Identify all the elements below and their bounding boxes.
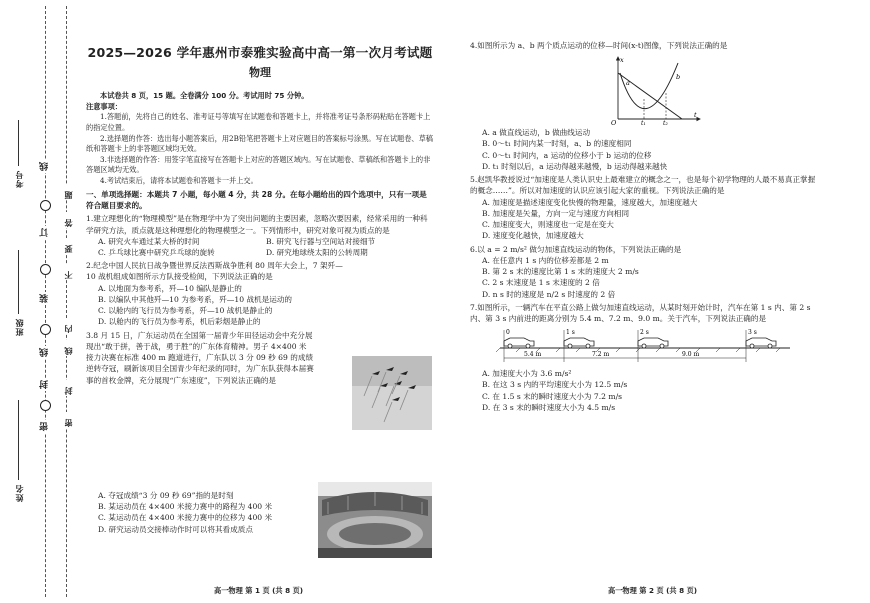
section-heading: 一、单项选择题：本题共 7 小题，每小题 4 分，共 28 分。在每小题给出的四个选项中，只有一项是符合题目要求的。 [86,189,427,211]
class-label: 班级 [15,318,24,336]
curve-b-label: b [676,73,681,82]
question-1-options [86,236,434,258]
option: B. 以编队中其他歼—10 为参考系，歼—10 战机是运动的 [98,294,293,304]
notes-heading: 注意事项： [86,101,122,111]
car-icon [564,338,594,348]
option: B. 0～t₁ 时间内某一时刻，a、b 的速度相同 [482,139,632,149]
origin-label: O [611,119,617,126]
note-item: 2.选择题的作答：选出每小题答案后，用2B铅笔把答题卡上对应题目的答案标号涂黑。写在试题卷、草稿纸和答题卡上的非答题区域均无效。 [86,133,433,154]
page-2 [470,40,818,413]
question-3-options [98,490,326,535]
inner-word: 内 [64,319,73,333]
time-label-0: 0 [506,329,510,337]
option: D. 以舱内的飞行员为参考系，机后彩烟是静止的 [98,317,261,327]
question-2-stem: 2.纪念中国人民抗日战争暨世界反法西斯战争胜利 80 周年大会上，7 架歼—10 战机组成如图所示方队接受检阅，下列说法正确的是 [86,261,343,282]
option: B. 研究飞行器与空间站对接细节 [266,236,376,246]
time-label-3: 3 s [748,329,757,337]
stadium-photo [318,482,432,558]
exam-no-line [18,120,19,166]
option: A. 在任意内 1 s 内的位移差都是 2 m [482,255,609,265]
option: C. 在 1.5 s 末的瞬时速度大小为 7.2 m/s [482,391,623,401]
inner-word: 要 [64,239,73,253]
question-5-stem: 5.赵凯华教授说过“加速度是人类认识史上最难建立的概念之一，也是每个初学物理的人最不易真正掌握的概念……”。所以对加速度的认识应该引起大家的重视。下列说法正确的是 [470,175,816,196]
t2-label: t₂ [663,120,668,126]
seal-word: 线 [39,346,52,359]
car-distance-diagram [494,326,794,366]
seal-word: 封 [39,378,52,391]
option: A. 加速度大小为 3.6 m/s² [482,369,572,379]
option: D. 研究运动员交接棒动作时可以将其看成质点 [98,524,253,534]
binding-margin [0,0,73,603]
y-axis-label: x [620,56,624,65]
inner-word: 密 [64,413,73,427]
option: D. n s 时的速度是 n/2 s 时速度的 2 倍 [482,289,616,299]
seal-word: 订 [39,226,52,239]
option: A. 加速度是描述速度变化快慢的物理量，速度越大，加速度越大 [482,197,698,207]
jet-formation-photo [352,356,432,430]
note-item: 3.非选择题的作答：用签字笔直接写在答题卡上对应的答题区域内。写在试题卷、草稿纸和答题卡上的非答题区域均无效。 [86,154,431,175]
option: C. 乒乓球比赛中研究乒乓球的旋转 [98,247,215,257]
option: A. 以地面为参考系，歼—10 编队是静止的 [98,283,242,293]
hole-circle [40,264,51,275]
note-item: 1.答题前，先将自己的姓名、准考证号等填写在试题卷和答题卡上，并将准考证号条形码粘贴在答题卡上的指定位置。 [86,112,431,132]
exam-intro: 本试卷共 8 页，15 题。全卷满分 100 分。考试用时 75 分钟。 [100,90,309,100]
option: A. 研究火车通过某大桥的时间 [98,236,200,246]
seal-word: 装 [39,292,52,305]
hole-circle [40,200,51,211]
name-label: 姓名 [15,484,24,502]
option: B. 某运动员在 4×400 米接力赛中的路程为 400 米 [98,502,273,512]
page-1 [86,0,434,386]
option: B. 加速度是矢量，方向一定与速度方向相同 [482,208,630,218]
distance-label-1: 5.4 m [524,351,542,359]
question-4-stem: 4.如图所示为 a、b 两个质点运动的位移—时间(x-t)图像，下列说法正确的是 [470,41,728,50]
exam-no-label: 考号 [15,170,24,188]
option: C. 2 s 末速度是 1 s 末速度的 2 倍 [482,278,600,288]
exam-subject: 物理 [249,65,271,79]
question-1-stem: 1.建立理想化的“物理模型”是在物理学中为了突出问题的主要因素，忽略次要因素，经常采用的一种科学研究方法，质点就是这种理想化的物理模型之一。下列情形中，研究对象可视为质点的是 [86,214,428,235]
inner-cut-line [66,6,67,597]
line-a-label: a [626,79,630,88]
option: B. 在这 3 s 内的平均速度大小为 12.5 m/s [482,380,628,390]
name-line [18,400,19,480]
inner-word: 不 [64,265,73,279]
inner-word: 答 [64,213,73,227]
question-3-stem: 3.8 月 15 日，广东运动员在全国第一届青少年田径运动会中充分展现出“敢于拼，善于战，勇于胜”的广东体育精神。男子 4×400 米接力决赛在标准 400 m 跑道进行，广东队以 3 分 09 秒 69 的成绩逆转夺冠，刷新该项目全国青少年纪录的同时，为广东队获得本届赛事的首枚金牌，充分展现“广东速度”，下列说法正确的是 [86,330,314,385]
car-icon [746,338,776,348]
inner-word: 线 [64,341,73,355]
option: A. 夺冠成绩“3 分 09 秒 69”指的是时刻 [98,491,234,500]
hole-circle [40,400,51,411]
option: A. a 做直线运动，b 做曲线运动 [482,128,591,138]
option: D. 在 3 s 末的瞬时速度大小为 4.5 m/s [482,402,616,412]
option: D. 研究地球绕太阳的公转周期 [266,247,368,257]
page-1-footer: 高一物理 第 1 页 (共 8 页) [214,586,304,595]
note-item: 4.考试结束后，请将本试题卷和答题卡一并上交。 [100,176,258,186]
option: D. 速度变化越快，加速度越大 [482,231,584,241]
question-6-stem: 6.以 a = 2 m/s² 做匀加速直线运动的物体，下列说法正确的是 [470,244,682,254]
car-icon [638,338,668,348]
inner-word: 封 [64,381,73,395]
distance-label-3: 9.0 m [682,351,700,359]
xt-graph [610,53,702,125]
car-icon [504,338,534,348]
page-2-footer: 高一物理 第 2 页 (共 8 页) [608,586,698,595]
t1-label: t₁ [641,120,646,126]
question-7-stem: 7.如图所示，一辆汽车在平直公路上做匀加速直线运动，从某时刻开始计时，汽车在第 1 s 内、第 2 s 内、第 3 s 内前进的距离分别为 5.4 m、7.2 m、9.0 m。关于汽车，下列说法正确的是 [470,302,811,323]
hole-circle [40,324,51,335]
question-2 [86,260,348,327]
time-label-2: 2 s [640,329,649,337]
exam-title: 2025—2026 学年惠州市泰雅实验高中高一第一次月考试题 [87,45,433,60]
distance-label-2: 7.2 m [592,351,610,359]
option: B. 第 2 s 末的速度比第 1 s 末的速度大 2 m/s [482,267,639,277]
seal-word: 密 [39,420,52,433]
option: C. 加速度变大，则速度也一定是在变大 [482,220,614,230]
time-label-1: 1 s [566,329,575,337]
x-axis-label: t [694,111,697,120]
option: C. 0～t₁ 时间内，a 运动的位移小于 b 运动的位移 [482,150,652,160]
option: C. 某运动员在 4×400 米接力赛中的位移为 400 米 [98,513,273,523]
inner-word: 题 [64,185,73,199]
seal-word: 线 [39,160,52,173]
option: C. 以舱内的飞行员为参考系，歼—10 战机是静止的 [98,306,273,316]
option: D. t₁ 时刻以后，a 运动得越来越慢，b 运动得越来越快 [482,161,668,171]
class-line [18,250,19,314]
